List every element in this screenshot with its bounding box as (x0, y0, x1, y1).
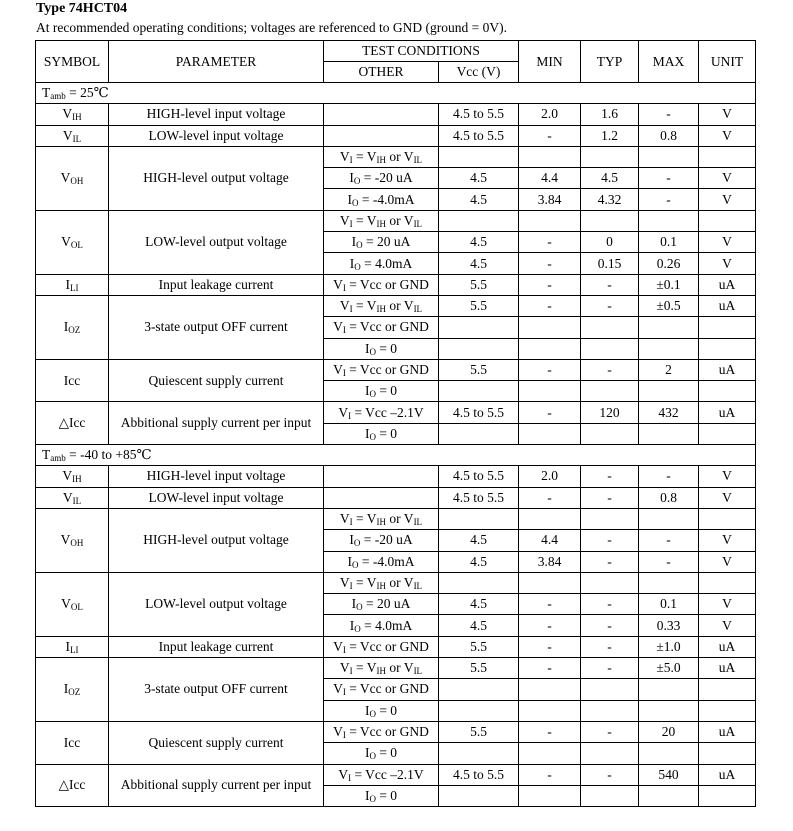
cell-unit (699, 508, 756, 529)
cell-symbol: △Icc (36, 402, 109, 445)
cell-condition: $I_O = 20$ uA (324, 232, 439, 253)
cell-min (519, 508, 581, 529)
cell-max: - (639, 104, 699, 125)
cell-condition (324, 487, 439, 508)
cell-unit (699, 338, 756, 359)
cell-max (639, 381, 699, 402)
cell-unit: V (699, 125, 756, 146)
cell-vcc (439, 679, 519, 700)
cell-condition: $I_O = -4.0mA$ (324, 189, 439, 210)
cell-min: 3.84 (519, 551, 581, 572)
cell-vcc: 4.5 (439, 232, 519, 253)
cell-parameter: 3-state output OFF current (109, 658, 324, 722)
cell-condition: $I_O = 0$ (324, 700, 439, 721)
cell-typ (581, 210, 639, 231)
cell-parameter: HIGH-level input voltage (109, 104, 324, 125)
cell-parameter: Input leakage current (109, 636, 324, 657)
cell-min: - (519, 295, 581, 316)
cell-typ: - (581, 487, 639, 508)
cell-typ: - (581, 594, 639, 615)
table-row (36, 210, 756, 231)
cell-condition: $I_O = 0$ (324, 338, 439, 359)
cell-condition (324, 104, 439, 125)
cell-max: 0.33 (639, 615, 699, 636)
cell-max: 0.8 (639, 487, 699, 508)
cell-symbol: $I_{LI}$ (36, 274, 109, 295)
cell-min (519, 743, 581, 764)
cell-unit: V (699, 530, 756, 551)
cell-condition: $V_I$ = Vcc or GND (324, 721, 439, 742)
cell-max (639, 146, 699, 167)
cell-condition: $V_I$ = Vcc or GND (324, 636, 439, 657)
cell-condition: $I_O = 4.0mA$ (324, 253, 439, 274)
cell-min: - (519, 232, 581, 253)
cell-min (519, 572, 581, 593)
cell-condition: $V_I = V_{IH}$ or $V_{IL}$ (324, 572, 439, 593)
cell-typ (581, 508, 639, 529)
cell-max: - (639, 168, 699, 189)
cell-typ: - (581, 466, 639, 487)
cell-vcc: 4.5 to 5.5 (439, 104, 519, 125)
cell-symbol: $V_{OH}$ (36, 508, 109, 572)
table-row (36, 104, 756, 125)
spec-table (35, 40, 756, 807)
cell-symbol: $V_{IH}$ (36, 466, 109, 487)
cell-condition: $V_I$ = Vcc or GND (324, 679, 439, 700)
cell-max: ±5.0 (639, 658, 699, 679)
cell-parameter: HIGH-level output voltage (109, 146, 324, 210)
document-title: Type 74HCT04 (36, 1, 128, 16)
cell-unit (699, 317, 756, 338)
cell-condition: $I_O = -20$ uA (324, 530, 439, 551)
cell-min (519, 700, 581, 721)
header-vcc: Vcc (V) (439, 62, 519, 83)
cell-parameter: Quiescent supply current (109, 721, 324, 764)
cell-condition: $V_I$ = Vcc or GND (324, 317, 439, 338)
cell-unit (699, 381, 756, 402)
header-symbol: SYMBOL (36, 41, 109, 83)
document-subtitle: At recommended operating conditions; voltages are referenced to GND (ground = 0V). (36, 20, 507, 35)
cell-vcc: 5.5 (439, 658, 519, 679)
cell-typ (581, 423, 639, 444)
cell-max: - (639, 189, 699, 210)
cell-parameter: LOW-level input voltage (109, 125, 324, 146)
cell-symbol: Icc (36, 721, 109, 764)
cell-max: 432 (639, 402, 699, 423)
cell-max: - (639, 466, 699, 487)
table-row (36, 359, 756, 380)
cell-max (639, 210, 699, 231)
cell-max: 2 (639, 359, 699, 380)
cell-symbol: △Icc (36, 764, 109, 807)
cell-vcc: 4.5 (439, 551, 519, 572)
cell-vcc: 4.5 to 5.5 (439, 764, 519, 785)
header-parameter: PARAMETER (109, 41, 324, 83)
cell-min: 2.0 (519, 104, 581, 125)
cell-max: 0.8 (639, 125, 699, 146)
cell-typ: 120 (581, 402, 639, 423)
cell-vcc (439, 743, 519, 764)
cell-typ: - (581, 551, 639, 572)
cell-vcc (439, 785, 519, 806)
cell-typ: - (581, 764, 639, 785)
cell-typ (581, 743, 639, 764)
cell-min: - (519, 274, 581, 295)
cell-unit (699, 679, 756, 700)
cell-vcc: 4.5 (439, 253, 519, 274)
header-min: MIN (519, 41, 581, 83)
cell-unit (699, 700, 756, 721)
cell-unit: V (699, 232, 756, 253)
cell-min: - (519, 487, 581, 508)
section-label: $T_{amb} = -40$ to +85℃ (36, 445, 756, 466)
cell-typ (581, 572, 639, 593)
table-row (36, 146, 756, 167)
cell-unit: V (699, 487, 756, 508)
table-row (36, 295, 756, 316)
cell-condition: $V_I$ = Vcc –2.1V (324, 764, 439, 785)
cell-vcc (439, 146, 519, 167)
cell-typ (581, 679, 639, 700)
cell-parameter: 3-state output OFF current (109, 295, 324, 359)
table-row (36, 274, 756, 295)
cell-max (639, 700, 699, 721)
cell-max: - (639, 530, 699, 551)
cell-condition: $V_I = V_{IH}$ or $V_{IL}$ (324, 295, 439, 316)
cell-min (519, 381, 581, 402)
cell-condition: $V_I$ = Vcc –2.1V (324, 402, 439, 423)
cell-min (519, 146, 581, 167)
header-other: OTHER (324, 62, 439, 83)
cell-min (519, 317, 581, 338)
cell-vcc: 5.5 (439, 295, 519, 316)
cell-vcc: 4.5 (439, 594, 519, 615)
cell-vcc: 4.5 (439, 615, 519, 636)
cell-unit: V (699, 615, 756, 636)
cell-typ: 4.5 (581, 168, 639, 189)
cell-typ (581, 338, 639, 359)
cell-vcc (439, 317, 519, 338)
cell-typ: - (581, 295, 639, 316)
cell-condition: $I_O = 0$ (324, 423, 439, 444)
cell-vcc (439, 338, 519, 359)
cell-typ (581, 700, 639, 721)
cell-condition: $I_O = 0$ (324, 743, 439, 764)
cell-max: 540 (639, 764, 699, 785)
header-test-conditions: TEST CONDITIONS (324, 41, 519, 62)
cell-min: - (519, 636, 581, 657)
cell-unit: V (699, 253, 756, 274)
cell-typ: - (581, 530, 639, 551)
section-row (36, 83, 756, 104)
cell-condition: $I_O = 4.0mA$ (324, 615, 439, 636)
cell-parameter: Input leakage current (109, 274, 324, 295)
cell-unit: V (699, 104, 756, 125)
cell-parameter: HIGH-level input voltage (109, 466, 324, 487)
table-row (36, 487, 756, 508)
cell-typ: 4.32 (581, 189, 639, 210)
cell-unit: uA (699, 402, 756, 423)
cell-condition: $V_I = V_{IH}$ or $V_{IL}$ (324, 210, 439, 231)
cell-min (519, 423, 581, 444)
cell-vcc (439, 381, 519, 402)
cell-typ: - (581, 658, 639, 679)
cell-condition: $V_I = V_{IH}$ or $V_{IL}$ (324, 508, 439, 529)
cell-min: - (519, 594, 581, 615)
cell-symbol: $V_{OL}$ (36, 210, 109, 274)
cell-max: ±0.1 (639, 274, 699, 295)
cell-condition: $V_I = V_{IH}$ or $V_{IL}$ (324, 146, 439, 167)
table-row (36, 402, 756, 423)
cell-vcc (439, 210, 519, 231)
cell-max: 20 (639, 721, 699, 742)
cell-parameter: Abbitional supply current per input (109, 764, 324, 807)
cell-min (519, 210, 581, 231)
cell-max (639, 423, 699, 444)
cell-max (639, 679, 699, 700)
cell-min (519, 338, 581, 359)
cell-condition: $I_O = -4.0mA$ (324, 551, 439, 572)
cell-min (519, 679, 581, 700)
cell-vcc: 4.5 (439, 168, 519, 189)
header-unit: UNIT (699, 41, 756, 83)
cell-unit: uA (699, 274, 756, 295)
table-row (36, 508, 756, 529)
cell-unit: uA (699, 295, 756, 316)
cell-vcc: 4.5 (439, 189, 519, 210)
cell-unit (699, 785, 756, 806)
cell-vcc: 4.5 to 5.5 (439, 487, 519, 508)
cell-condition (324, 466, 439, 487)
cell-vcc: 5.5 (439, 721, 519, 742)
cell-condition: $I_O = -20$ uA (324, 168, 439, 189)
cell-vcc: 4.5 (439, 530, 519, 551)
cell-min (519, 785, 581, 806)
cell-min: 2.0 (519, 466, 581, 487)
section-label: $T_{amb}$ = 25℃ (36, 83, 756, 104)
header-max: MAX (639, 41, 699, 83)
section-row (36, 445, 756, 466)
cell-vcc: 4.5 to 5.5 (439, 466, 519, 487)
cell-typ: 1.6 (581, 104, 639, 125)
cell-unit (699, 146, 756, 167)
cell-parameter: Quiescent supply current (109, 359, 324, 402)
header-typ: TYP (581, 41, 639, 83)
cell-unit: V (699, 466, 756, 487)
cell-typ: - (581, 615, 639, 636)
cell-max (639, 572, 699, 593)
cell-unit: uA (699, 764, 756, 785)
table-row (36, 466, 756, 487)
cell-vcc: 4.5 to 5.5 (439, 125, 519, 146)
cell-symbol: $V_{IL}$ (36, 125, 109, 146)
cell-condition (324, 125, 439, 146)
cell-vcc (439, 700, 519, 721)
cell-unit: uA (699, 721, 756, 742)
cell-min: - (519, 125, 581, 146)
cell-symbol: $I_{LI}$ (36, 636, 109, 657)
cell-vcc: 5.5 (439, 359, 519, 380)
cell-typ: - (581, 359, 639, 380)
cell-max: 0.1 (639, 232, 699, 253)
spec-table-body (36, 83, 756, 807)
cell-unit: uA (699, 359, 756, 380)
cell-min: - (519, 658, 581, 679)
table-row (36, 658, 756, 679)
cell-symbol: $V_{IL}$ (36, 487, 109, 508)
cell-unit: V (699, 551, 756, 572)
cell-typ: - (581, 636, 639, 657)
cell-unit: uA (699, 636, 756, 657)
cell-vcc (439, 508, 519, 529)
cell-min: - (519, 402, 581, 423)
cell-symbol: $V_{IH}$ (36, 104, 109, 125)
cell-parameter: LOW-level output voltage (109, 210, 324, 274)
cell-typ: - (581, 721, 639, 742)
cell-max: 0.26 (639, 253, 699, 274)
cell-unit (699, 423, 756, 444)
cell-vcc (439, 572, 519, 593)
table-row (36, 572, 756, 593)
cell-max: - (639, 551, 699, 572)
cell-min: 4.4 (519, 168, 581, 189)
cell-unit (699, 572, 756, 593)
cell-condition: $V_I$ = Vcc or GND (324, 274, 439, 295)
cell-typ: 0 (581, 232, 639, 253)
cell-min: - (519, 359, 581, 380)
cell-min: - (519, 615, 581, 636)
cell-vcc: 5.5 (439, 636, 519, 657)
table-row (36, 764, 756, 785)
cell-symbol: $I_{OZ}$ (36, 658, 109, 722)
cell-unit: V (699, 189, 756, 210)
cell-max (639, 785, 699, 806)
cell-vcc: 4.5 to 5.5 (439, 402, 519, 423)
cell-condition: $I_O = 20$ uA (324, 594, 439, 615)
cell-unit: V (699, 594, 756, 615)
cell-min: - (519, 721, 581, 742)
cell-max (639, 338, 699, 359)
cell-max: ±1.0 (639, 636, 699, 657)
cell-condition: $V_I = V_{IH}$ or $V_{IL}$ (324, 658, 439, 679)
cell-typ: - (581, 274, 639, 295)
cell-max: ±0.5 (639, 295, 699, 316)
cell-unit (699, 210, 756, 231)
cell-typ: 1.2 (581, 125, 639, 146)
cell-max (639, 508, 699, 529)
cell-parameter: HIGH-level output voltage (109, 508, 324, 572)
cell-min: 3.84 (519, 189, 581, 210)
cell-symbol: $V_{OH}$ (36, 146, 109, 210)
cell-typ (581, 381, 639, 402)
cell-max (639, 317, 699, 338)
cell-typ (581, 317, 639, 338)
cell-parameter: LOW-level input voltage (109, 487, 324, 508)
cell-unit: V (699, 168, 756, 189)
cell-symbol: $I_{OZ}$ (36, 295, 109, 359)
cell-vcc (439, 423, 519, 444)
table-row (36, 636, 756, 657)
cell-min: 4.4 (519, 530, 581, 551)
cell-unit (699, 743, 756, 764)
cell-typ: 0.15 (581, 253, 639, 274)
cell-symbol: $V_{OL}$ (36, 572, 109, 636)
cell-vcc: 5.5 (439, 274, 519, 295)
cell-typ (581, 785, 639, 806)
cell-parameter: LOW-level output voltage (109, 572, 324, 636)
cell-min: - (519, 253, 581, 274)
cell-symbol: Icc (36, 359, 109, 402)
cell-typ (581, 146, 639, 167)
cell-parameter: Abbitional supply current per input (109, 402, 324, 445)
cell-condition: $V_I$ = Vcc or GND (324, 359, 439, 380)
cell-unit: uA (699, 658, 756, 679)
cell-min: - (519, 764, 581, 785)
table-row (36, 125, 756, 146)
cell-condition: $I_O = 0$ (324, 381, 439, 402)
cell-max: 0.1 (639, 594, 699, 615)
table-row (36, 721, 756, 742)
cell-max (639, 743, 699, 764)
cell-condition: $I_O = 0$ (324, 785, 439, 806)
